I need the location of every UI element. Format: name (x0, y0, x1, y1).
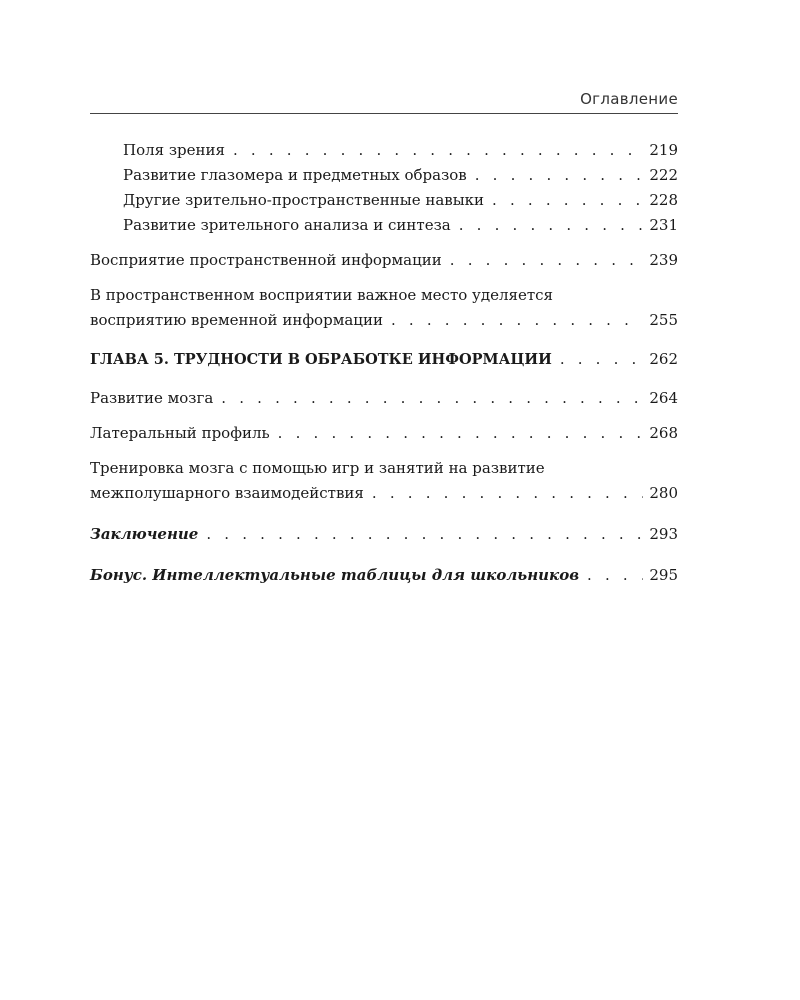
dot-leader (278, 421, 644, 446)
dot-leader (391, 308, 643, 333)
toc-entry[interactable] (90, 283, 678, 333)
toc-entry[interactable] (90, 213, 678, 238)
toc-entry-page: 231 (649, 216, 678, 234)
toc-entry-page: 268 (649, 424, 678, 442)
dot-leader (221, 386, 643, 411)
toc-chapter-title: ГЛАВА 5. ТРУДНОСТИ В ОБРАБОТКЕ ИНФОРМАЦИИ (90, 351, 552, 368)
toc-entry-page: 228 (649, 191, 678, 209)
toc-entry-page: 219 (649, 141, 678, 159)
toc-entry-page: 239 (649, 251, 678, 269)
toc-entry-title: Другие зрительно-пространственные навыки (123, 191, 485, 209)
table-of-contents (90, 138, 678, 588)
toc-entry-page: 264 (649, 389, 678, 407)
toc-entry-title: Заключение (90, 525, 199, 543)
dot-leader (206, 522, 643, 547)
toc-entry[interactable] (90, 188, 678, 213)
toc-entry[interactable] (90, 248, 678, 273)
toc-entry-page: 262 (649, 350, 678, 368)
toc-entry-page: 255 (649, 311, 678, 329)
toc-entry-page: 293 (649, 525, 678, 543)
toc-entry-page: 280 (649, 484, 678, 502)
dot-leader (372, 481, 643, 506)
toc-chapter-entry[interactable] (90, 347, 678, 372)
dot-leader (560, 347, 644, 372)
header-rule (90, 113, 678, 114)
dot-leader (450, 248, 644, 273)
toc-bonus-entry[interactable] (90, 563, 678, 588)
dot-leader (475, 163, 644, 188)
toc-entry[interactable] (90, 138, 678, 163)
dot-leader (492, 188, 643, 213)
dot-leader (587, 563, 643, 588)
toc-entry-title: Латеральный профиль (90, 424, 270, 442)
toc-entry[interactable] (90, 386, 678, 411)
toc-entry[interactable] (90, 421, 678, 446)
toc-entry-title: Развитие глазомера и предметных образов (123, 166, 467, 184)
toc-conclusion-entry[interactable] (90, 522, 678, 547)
toc-entry-title-line1: В пространственном восприятии важное место уделяется (90, 286, 554, 304)
toc-entry-title: Поля зрения (123, 141, 225, 159)
toc-entry[interactable] (90, 456, 678, 506)
toc-entry-title: Бонус. Интеллектуальные таблицы для школьников (90, 566, 580, 584)
toc-entry-title: межполушарного взаимодействия (90, 484, 364, 502)
toc-entry-title: Восприятие пространственной информации (90, 251, 442, 269)
toc-entry-title: восприятию временной информации (90, 311, 383, 329)
running-header: Оглавление (580, 90, 678, 108)
dot-leader (233, 138, 643, 163)
dot-leader (459, 213, 644, 238)
toc-entry-page: 295 (649, 566, 678, 584)
toc-entry-title-line1: Тренировка мозга с помощью игр и занятий на развитие (90, 459, 545, 477)
toc-entry[interactable] (90, 163, 678, 188)
toc-entry-page: 222 (649, 166, 678, 184)
toc-entry-title: Развитие зрительного анализа и синтеза (123, 216, 451, 234)
toc-entry-title: Развитие мозга (90, 389, 214, 407)
